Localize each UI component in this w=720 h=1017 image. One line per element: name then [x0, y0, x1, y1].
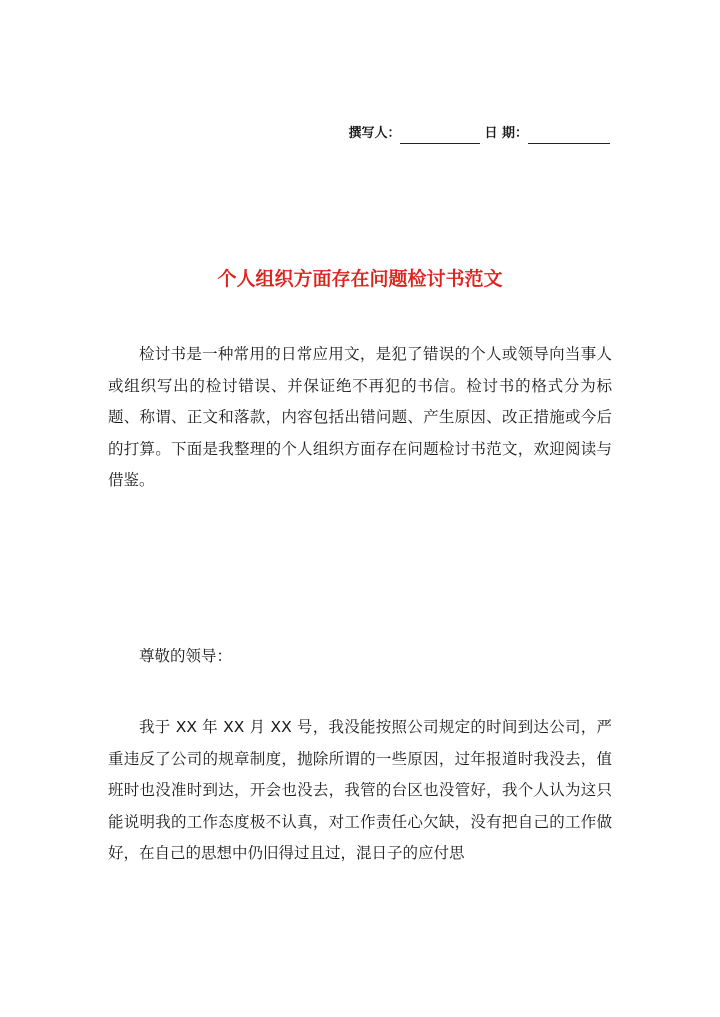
author-blank-line: [400, 127, 480, 144]
greeting: 尊敬的领导：: [139, 647, 233, 665]
document-title: 个人组织方面存在问题检讨书范文: [217, 268, 503, 290]
author-label: 撰写人：: [348, 126, 401, 141]
signature-date-line: [348, 124, 612, 144]
intro-paragraph: 检讨书是一种常用的日常应用文，是犯了错误的个人或领导向当事人或组织写出的检讨错误、并保证绝不再犯的书信。检讨书的格式分为标题、称谓、正文和落款，内容包括出错问题、产生原因、改正措施或今后的打算。下面是我整理的个人组织方面存在问题检讨书范文，欢迎阅读与借鉴。: [108, 345, 612, 489]
date-label: 日 期：: [484, 126, 528, 141]
date-blank-line: [528, 127, 610, 144]
body-paragraph: 我于 XX 年 XX 月 XX 号，我没能按照公司规定的时间到达公司，严重违反了公司的规章制度，抛除所谓的一些原因，过年报道时我没去，值班时也没准时到达，开会也没去，我管的台区也没管好，我个人认为这只能说明我的工作态度极不认真，对工作责任心欠缺，没有把自己的工作做好，在自己的思想中仍旧得过且过，混日子的应付思: [108, 718, 612, 862]
